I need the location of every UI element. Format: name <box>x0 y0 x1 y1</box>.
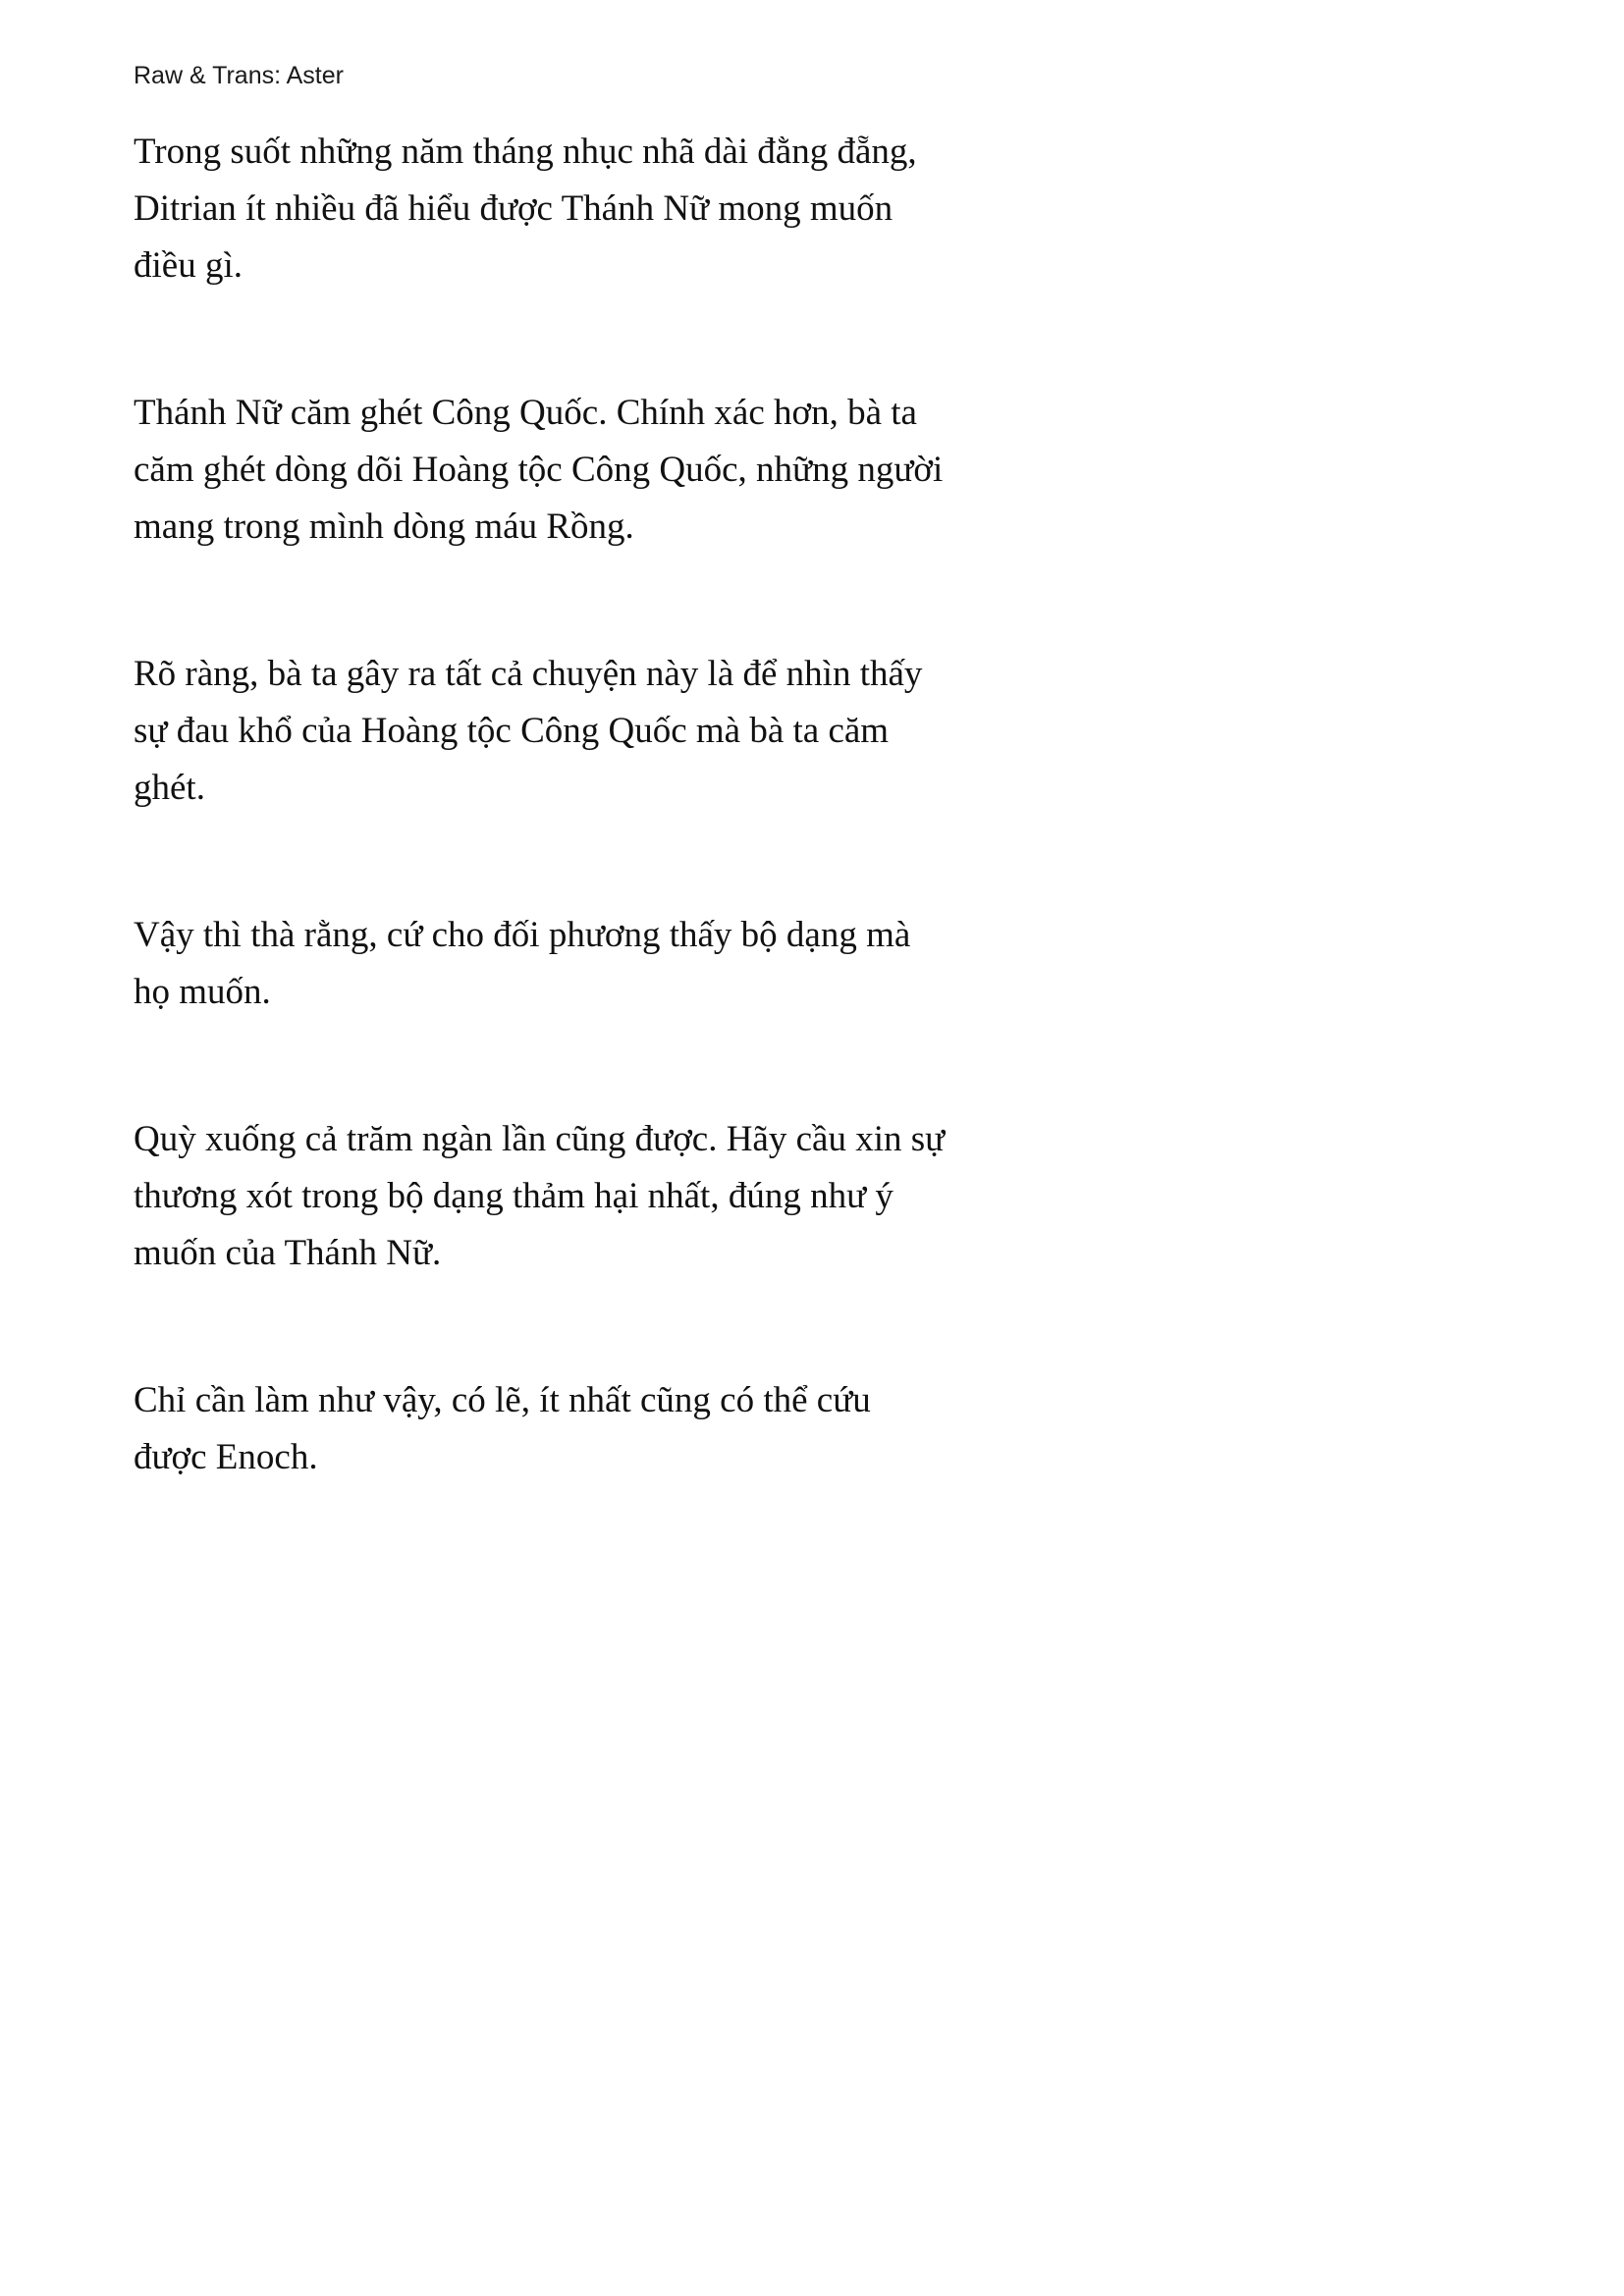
paragraph: Rõ ràng, bà ta gây ra tất cả chuyện này là để nhìn thấy sự đau khổ của Hoàng tộc Công Quốc mà bà ta căm ghét. <box>134 654 923 808</box>
paragraph: Quỳ xuống cả trăm ngàn lần cũng được. Hãy cầu xin sự thương xót trong bộ dạng thảm hại nhất, đúng như ý muốn của Thánh Nữ. <box>134 1119 946 1273</box>
paragraph: Thánh Nữ căm ghét Công Quốc. Chính xác hơn, bà ta căm ghét dòng dõi Hoàng tộc Công Quốc, những người mang trong mình dòng máu Rồng. <box>134 393 944 547</box>
story-text <box>134 124 950 1486</box>
translator-credit: Raw & Trans: Aster <box>134 62 344 89</box>
paragraph: Vậy thì thà rằng, cứ cho đối phương thấy bộ dạng mà họ muốn. <box>134 915 911 1012</box>
paragraph: Chỉ cần làm như vậy, có lẽ, ít nhất cũng có thể cứu được Enoch. <box>134 1380 871 1477</box>
paragraph: Trong suốt những năm tháng nhục nhã dài đằng đẵng, Ditrian ít nhiều đã hiểu được Thánh Nữ mong muốn điều gì. <box>134 132 917 286</box>
